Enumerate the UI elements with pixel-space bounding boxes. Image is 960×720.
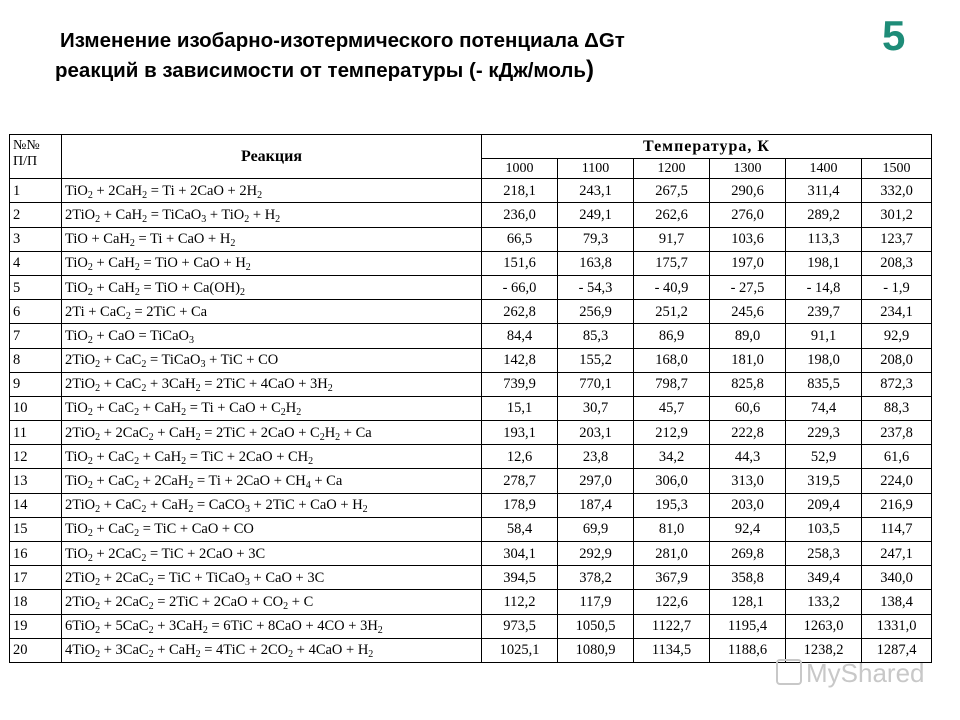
- header-number: [10, 135, 62, 179]
- table-row: [10, 275, 932, 299]
- value-cell-1100: 203,1: [558, 421, 634, 445]
- row-number: 2: [10, 203, 62, 227]
- row-number: 6: [10, 300, 62, 324]
- value-cell-1000: 12,6: [482, 445, 558, 469]
- watermark-icon: [776, 659, 802, 685]
- reaction-cell: $2TiO_2 + 2CaC_2 + CaH_2 = 2TiC + 2CaO + C_2H_2 + Ca$: [62, 421, 482, 445]
- reaction-cell: $2TiO_2 + CaC_2 + 3CaH_2 = 2TiC + 4CaO + 3H_2$: [62, 372, 482, 396]
- value-cell-1000: 84,4: [482, 324, 558, 348]
- value-cell-1500: 61,6: [862, 445, 932, 469]
- value-cell-1200: 45,7: [634, 396, 710, 420]
- row-number: 12: [10, 445, 62, 469]
- value-cell-1200: 1122,7: [634, 614, 710, 638]
- value-cell-1000: 973,5: [482, 614, 558, 638]
- value-cell-1400: 198,0: [786, 348, 862, 372]
- value-cell-1500: 872,3: [862, 372, 932, 396]
- reaction-cell: 2Ti + CaC$_2$ = 2TiC + Ca: [62, 300, 482, 324]
- value-cell-1200: 281,0: [634, 542, 710, 566]
- value-cell-1500: 123,7: [862, 227, 932, 251]
- value-cell-1000: 304,1: [482, 542, 558, 566]
- value-cell-1200: 262,6: [634, 203, 710, 227]
- value-cell-1500: 138,4: [862, 590, 932, 614]
- value-cell-1400: 239,7: [786, 300, 862, 324]
- value-cell-1100: 378,2: [558, 566, 634, 590]
- header-number-line1: №№: [13, 138, 40, 153]
- value-cell-1000: 58,4: [482, 517, 558, 541]
- value-cell-1200: 122,6: [634, 590, 710, 614]
- title-closing-paren: ): [585, 56, 594, 83]
- row-number: 15: [10, 517, 62, 541]
- table-row: [10, 300, 932, 324]
- reaction-cell: $TiO_2 + 2CaH_2 = Ti + 2CaO + 2H_2$: [62, 179, 482, 203]
- value-cell-1000: 193,1: [482, 421, 558, 445]
- value-cell-1200: 367,9: [634, 566, 710, 590]
- value-cell-1300: 313,0: [710, 469, 786, 493]
- value-cell-1300: 203,0: [710, 493, 786, 517]
- title-line-2-text: реакций в зависимости от температуры (- кДж/моль: [55, 59, 586, 82]
- value-cell-1500: 332,0: [862, 179, 932, 203]
- row-number: 13: [10, 469, 62, 493]
- value-cell-1400: 113,3: [786, 227, 862, 251]
- value-cell-1000: - 66,0: [482, 275, 558, 299]
- reaction-cell: TiO + CaH$_2$ = Ti + CaO + $H_2$: [62, 227, 482, 251]
- value-cell-1000: 262,8: [482, 300, 558, 324]
- watermark: [776, 658, 925, 689]
- value-cell-1400: 74,4: [786, 396, 862, 420]
- value-cell-1200: 306,0: [634, 469, 710, 493]
- table-row: [10, 348, 932, 372]
- value-cell-1500: 340,0: [862, 566, 932, 590]
- value-cell-1400: 1263,0: [786, 614, 862, 638]
- value-cell-1100: 23,8: [558, 445, 634, 469]
- value-cell-1300: 92,4: [710, 517, 786, 541]
- value-cell-1500: 208,0: [862, 348, 932, 372]
- value-cell-1100: 155,2: [558, 348, 634, 372]
- value-cell-1400: 1238,2: [786, 638, 862, 662]
- value-cell-1500: 301,2: [862, 203, 932, 227]
- value-cell-1300: 181,0: [710, 348, 786, 372]
- value-cell-1500: 88,3: [862, 396, 932, 420]
- value-cell-1200: 251,2: [634, 300, 710, 324]
- value-cell-1100: 69,9: [558, 517, 634, 541]
- reaction-cell: TiO$_2$ + CaC$_2$ + CaH$_2$ = TiC + $2CaO + CH_2$: [62, 445, 482, 469]
- value-cell-1000: 278,7: [482, 469, 558, 493]
- value-cell-1400: 229,3: [786, 421, 862, 445]
- title-line-1: Изменение изобарно-изотермического потенциала ΔGт: [60, 29, 625, 52]
- value-cell-1000: 236,0: [482, 203, 558, 227]
- value-cell-1000: 142,8: [482, 348, 558, 372]
- reaction-cell: 2TiO$_2$ + CaC$_2$ = TiCaO$_3$ + TiC + CO: [62, 348, 482, 372]
- header-temp-1500: 1500: [862, 159, 932, 179]
- title-line-2: [55, 55, 820, 85]
- reaction-cell: TiO$_2$ + CaO = TiCaO$_3$: [62, 324, 482, 348]
- table-row: [10, 203, 932, 227]
- header-reaction: Реакция: [62, 135, 482, 179]
- value-cell-1200: 212,9: [634, 421, 710, 445]
- value-cell-1300: 128,1: [710, 590, 786, 614]
- value-cell-1500: 1331,0: [862, 614, 932, 638]
- table-row: [10, 542, 932, 566]
- value-cell-1300: - 27,5: [710, 275, 786, 299]
- value-cell-1000: 394,5: [482, 566, 558, 590]
- value-cell-1200: 175,7: [634, 251, 710, 275]
- value-cell-1500: 114,7: [862, 517, 932, 541]
- value-cell-1000: 178,9: [482, 493, 558, 517]
- value-cell-1200: 168,0: [634, 348, 710, 372]
- header-temp-1200: 1200: [634, 159, 710, 179]
- value-cell-1200: 798,7: [634, 372, 710, 396]
- value-cell-1100: 187,4: [558, 493, 634, 517]
- value-cell-1300: 358,8: [710, 566, 786, 590]
- table-row: [10, 469, 932, 493]
- value-cell-1300: 825,8: [710, 372, 786, 396]
- value-cell-1000: 151,6: [482, 251, 558, 275]
- value-cell-1500: 237,8: [862, 421, 932, 445]
- value-cell-1400: - 14,8: [786, 275, 862, 299]
- value-cell-1500: 247,1: [862, 542, 932, 566]
- table-row: [10, 493, 932, 517]
- header-temp-1300: 1300: [710, 159, 786, 179]
- value-cell-1200: 34,2: [634, 445, 710, 469]
- slide-title: [55, 26, 820, 85]
- value-cell-1100: 117,9: [558, 590, 634, 614]
- table-row: [10, 566, 932, 590]
- value-cell-1300: 89,0: [710, 324, 786, 348]
- reaction-cell: 2TiO$_2$ + CaC$_2$ + CaH$_2$ = CaCO$_3$ + 2TiC + CaO + $H_2$: [62, 493, 482, 517]
- table-row: [10, 517, 932, 541]
- value-cell-1200: 1134,5: [634, 638, 710, 662]
- value-cell-1100: - 54,3: [558, 275, 634, 299]
- value-cell-1300: 276,0: [710, 203, 786, 227]
- table-row: [10, 445, 932, 469]
- value-cell-1400: 835,5: [786, 372, 862, 396]
- table-row: [10, 179, 932, 203]
- value-cell-1400: 91,1: [786, 324, 862, 348]
- value-cell-1500: 224,0: [862, 469, 932, 493]
- value-cell-1300: 60,6: [710, 396, 786, 420]
- row-number: 7: [10, 324, 62, 348]
- value-cell-1400: 103,5: [786, 517, 862, 541]
- value-cell-1100: 30,7: [558, 396, 634, 420]
- value-cell-1100: 256,9: [558, 300, 634, 324]
- value-cell-1400: 311,4: [786, 179, 862, 203]
- value-cell-1000: 739,9: [482, 372, 558, 396]
- table-row: [10, 227, 932, 251]
- value-cell-1100: 163,8: [558, 251, 634, 275]
- gibbs-energy-table: [9, 134, 932, 663]
- value-cell-1100: 249,1: [558, 203, 634, 227]
- value-cell-1500: 234,1: [862, 300, 932, 324]
- value-cell-1100: 85,3: [558, 324, 634, 348]
- row-number: 16: [10, 542, 62, 566]
- value-cell-1200: 195,3: [634, 493, 710, 517]
- table-row: [10, 396, 932, 420]
- value-cell-1000: 218,1: [482, 179, 558, 203]
- value-cell-1000: 15,1: [482, 396, 558, 420]
- value-cell-1200: 86,9: [634, 324, 710, 348]
- value-cell-1400: 289,2: [786, 203, 862, 227]
- value-cell-1300: 103,6: [710, 227, 786, 251]
- reaction-cell: TiO$_2$ + CaH$_2$ = TiO + CaO + $H_2$: [62, 251, 482, 275]
- value-cell-1100: 1050,5: [558, 614, 634, 638]
- table-row: [10, 590, 932, 614]
- value-cell-1200: 81,0: [634, 517, 710, 541]
- row-number: 20: [10, 638, 62, 662]
- row-number: 17: [10, 566, 62, 590]
- header-number-line2: П/П: [13, 154, 38, 169]
- value-cell-1100: 297,0: [558, 469, 634, 493]
- header-temp-1000: 1000: [482, 159, 558, 179]
- row-number: 8: [10, 348, 62, 372]
- value-cell-1400: 133,2: [786, 590, 862, 614]
- value-cell-1100: 770,1: [558, 372, 634, 396]
- table-row: [10, 251, 932, 275]
- value-cell-1500: 1287,4: [862, 638, 932, 662]
- value-cell-1300: 290,6: [710, 179, 786, 203]
- value-cell-1500: 208,3: [862, 251, 932, 275]
- reaction-cell: $2TiO_2 + 2CaC_2 = 2TiC + 2CaO + CO_2 + C$: [62, 590, 482, 614]
- row-number: 19: [10, 614, 62, 638]
- value-cell-1300: 222,8: [710, 421, 786, 445]
- row-number: 1: [10, 179, 62, 203]
- value-cell-1400: 319,5: [786, 469, 862, 493]
- table-row: [10, 324, 932, 348]
- reaction-cell: TiO$_2$ + CaH$_2$ = TiO + $Ca(OH)_2$: [62, 275, 482, 299]
- value-cell-1200: - 40,9: [634, 275, 710, 299]
- value-cell-1300: 269,8: [710, 542, 786, 566]
- header-temp-1400: 1400: [786, 159, 862, 179]
- value-cell-1000: 1025,1: [482, 638, 558, 662]
- value-cell-1300: 1188,6: [710, 638, 786, 662]
- reaction-cell: $TiO_2 + CaC_2 + 2CaH_2 = Ti + 2CaO + CH_4 + Ca$: [62, 469, 482, 493]
- value-cell-1100: 1080,9: [558, 638, 634, 662]
- value-cell-1400: 52,9: [786, 445, 862, 469]
- row-number: 10: [10, 396, 62, 420]
- reaction-cell: TiO$_2$ + CaC$_2$ = TiC + CaO + CO: [62, 517, 482, 541]
- row-number: 14: [10, 493, 62, 517]
- value-cell-1100: 292,9: [558, 542, 634, 566]
- value-cell-1400: 209,4: [786, 493, 862, 517]
- header-temp-1100: 1100: [558, 159, 634, 179]
- value-cell-1100: 79,3: [558, 227, 634, 251]
- row-number: 18: [10, 590, 62, 614]
- row-number: 3: [10, 227, 62, 251]
- reaction-cell: TiO$_2$ + 2CaC$_2$ = TiC + 2CaO + 3C: [62, 542, 482, 566]
- reaction-cell: $6TiO_2 + 5CaC_2 + 3CaH_2 = 6TiC + 8CaO + 4CO + 3H_2$: [62, 614, 482, 638]
- value-cell-1400: 349,4: [786, 566, 862, 590]
- table-row: [10, 372, 932, 396]
- row-number: 9: [10, 372, 62, 396]
- reaction-cell: 2TiO$_2$ + CaH$_2$ = TiCaO$_3$ + $TiO_2 + H_2$: [62, 203, 482, 227]
- reaction-cell: $4TiO_2 + 3CaC_2 + CaH_2 = 4TiC + 2CO_2 + 4CaO + H_2$: [62, 638, 482, 662]
- value-cell-1300: 1195,4: [710, 614, 786, 638]
- value-cell-1200: 91,7: [634, 227, 710, 251]
- value-cell-1000: 66,5: [482, 227, 558, 251]
- row-number: 4: [10, 251, 62, 275]
- header-temperature: Температура, К: [482, 135, 932, 159]
- value-cell-1500: 92,9: [862, 324, 932, 348]
- value-cell-1200: 267,5: [634, 179, 710, 203]
- row-number: 5: [10, 275, 62, 299]
- reaction-cell: TiO$_2$ + CaC$_2$ + CaH$_2$ = Ti + CaO + $C_2H_2$: [62, 396, 482, 420]
- value-cell-1000: 112,2: [482, 590, 558, 614]
- watermark-text: MyShared: [806, 658, 925, 688]
- value-cell-1500: 216,9: [862, 493, 932, 517]
- value-cell-1100: 243,1: [558, 179, 634, 203]
- table-row: [10, 614, 932, 638]
- row-number: 11: [10, 421, 62, 445]
- value-cell-1400: 258,3: [786, 542, 862, 566]
- value-cell-1300: 197,0: [710, 251, 786, 275]
- value-cell-1500: - 1,9: [862, 275, 932, 299]
- reaction-cell: 2TiO$_2$ + 2CaC$_2$ = TiC + TiCaO$_3$ + CaO + 3C: [62, 566, 482, 590]
- value-cell-1300: 245,6: [710, 300, 786, 324]
- table-row: [10, 421, 932, 445]
- value-cell-1400: 198,1: [786, 251, 862, 275]
- value-cell-1300: 44,3: [710, 445, 786, 469]
- slide-number: 5: [882, 12, 906, 59]
